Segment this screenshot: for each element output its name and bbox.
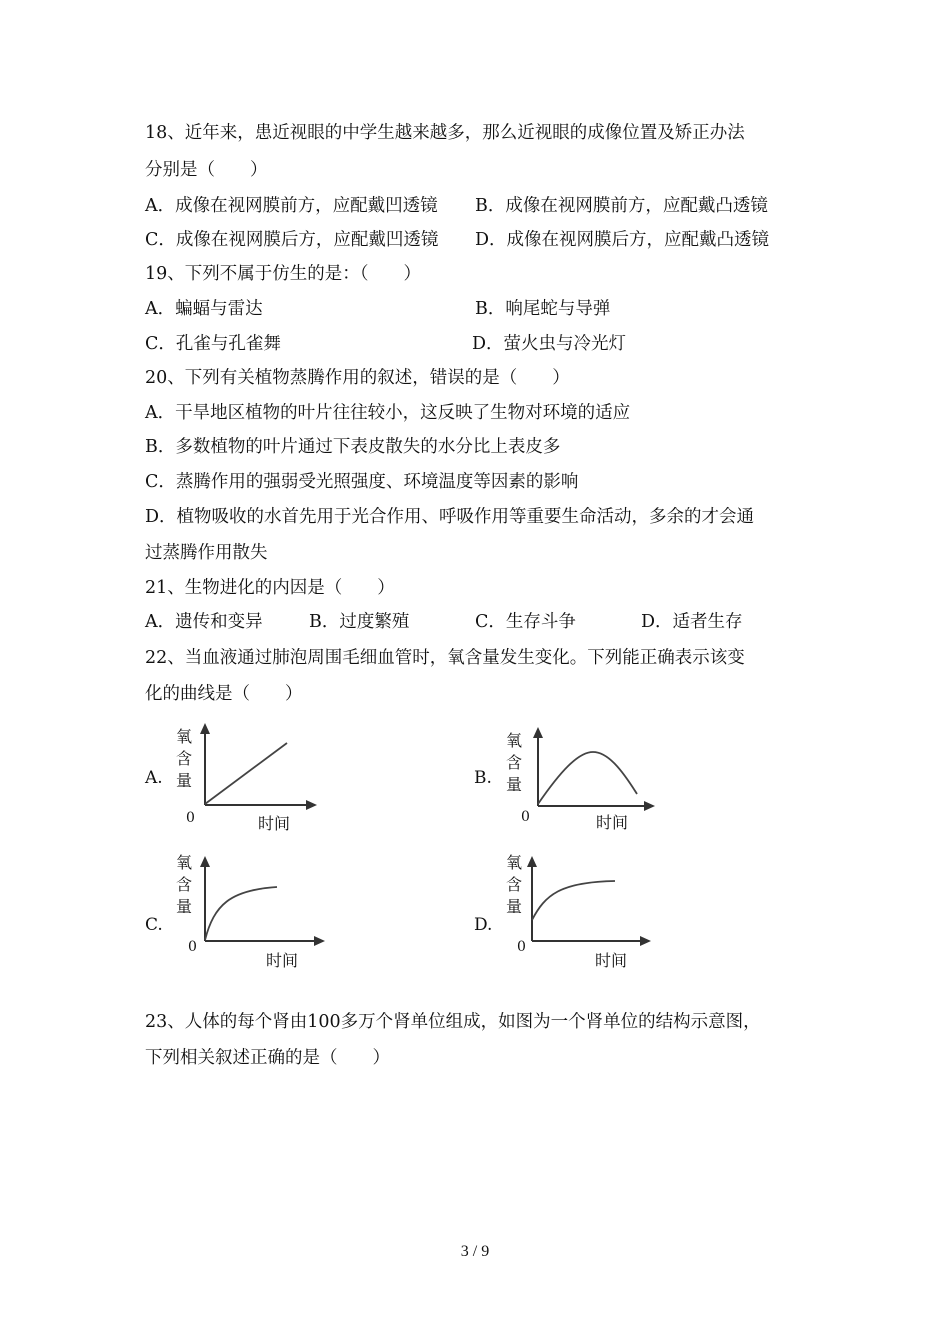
q21-option-a: A．遗传和变异 bbox=[145, 612, 263, 632]
graph-a-ylabel-2: 含 bbox=[176, 749, 193, 768]
graph-a-ylabel-1: 氧 bbox=[176, 727, 193, 746]
graph-b-ylabel-1: 氧 bbox=[506, 731, 523, 750]
q19-stem: 19、下列不属于仿生的是：（ ） bbox=[145, 264, 422, 284]
q20-option-a: A．干旱地区植物的叶片往往较小，这反映了生物对环境的适应 bbox=[145, 403, 631, 423]
graph-c-xlabel: 时间 bbox=[266, 951, 299, 970]
graph-b-xlabel: 时间 bbox=[596, 813, 629, 832]
graph-b-ylabel-2: 含 bbox=[506, 753, 523, 772]
graph-d-ylabel-1: 氧 bbox=[506, 853, 523, 872]
graph-c-ylabel-3: 量 bbox=[176, 897, 193, 916]
page-number: 3 / 9 bbox=[460, 1243, 490, 1260]
graph-c-origin: 0 bbox=[188, 939, 197, 955]
graph-a-xlabel: 时间 bbox=[258, 814, 291, 833]
graph-c-label: C. bbox=[145, 915, 163, 935]
graph-a-ylabel-3: 量 bbox=[176, 771, 193, 790]
q20-stem: 20、下列有关植物蒸腾作用的叙述，错误的是（ ） bbox=[145, 368, 570, 388]
graph-b bbox=[500, 722, 665, 840]
graph-d-curve bbox=[532, 881, 615, 920]
graph-a-origin: 0 bbox=[186, 810, 195, 826]
graph-c bbox=[170, 850, 335, 974]
q18-option-c: C．成像在视网膜后方，应配戴凹透镜 bbox=[145, 230, 439, 250]
graph-d-ylabel-3: 量 bbox=[506, 897, 523, 916]
graph-d bbox=[500, 850, 665, 974]
graph-a-curve bbox=[205, 743, 287, 804]
q22-stem-line2: 化的曲线是（ ） bbox=[145, 684, 303, 704]
q20-option-b: B．多数植物的叶片通过下表皮散失的水分比上表皮多 bbox=[145, 437, 561, 457]
q18-option-a: A．成像在视网膜前方，应配戴凹透镜 bbox=[145, 196, 438, 216]
graph-b-ylabel-3: 量 bbox=[506, 775, 523, 794]
graph-d-label: D. bbox=[474, 915, 493, 935]
q21-option-b: B．过度繁殖 bbox=[309, 612, 410, 632]
graph-b-label: B. bbox=[474, 768, 492, 788]
q22-stem-line1: 22、当血液通过肺泡周围毛细血管时，氧含量发生变化。下列能正确表示该变 bbox=[145, 648, 745, 668]
graph-c-curve bbox=[205, 887, 277, 940]
graph-d-origin: 0 bbox=[517, 939, 526, 955]
q21-option-c: C．生存斗争 bbox=[475, 612, 576, 632]
q21-option-d: D．适者生存 bbox=[641, 612, 743, 632]
graph-b-curve bbox=[538, 752, 637, 804]
q18-stem-line1: 18、近年来，患近视眼的中学生越来越多，那么近视眼的成像位置及矫正办法 bbox=[145, 123, 745, 143]
q18-option-b: B．成像在视网膜前方，应配戴凸透镜 bbox=[475, 196, 768, 216]
graph-b-origin: 0 bbox=[521, 809, 530, 825]
q18-stem-line2: 分别是（ ） bbox=[145, 160, 268, 180]
graph-a bbox=[170, 720, 330, 840]
graph-a-label: A. bbox=[145, 768, 163, 788]
q18-option-d: D．成像在视网膜后方，应配戴凸透镜 bbox=[475, 230, 770, 250]
q20-option-d-line1: D．植物吸收的水首先用于光合作用、呼吸作用等重要生命活动，多余的才会通 bbox=[145, 507, 755, 527]
q19-option-b: B．响尾蛇与导弹 bbox=[475, 299, 611, 319]
graph-c-ylabel-2: 含 bbox=[176, 875, 193, 894]
graph-d-ylabel-2: 含 bbox=[506, 875, 523, 894]
graph-d-xlabel: 时间 bbox=[595, 951, 628, 970]
q19-option-a: A．蝙蝠与雷达 bbox=[145, 299, 263, 319]
graph-c-ylabel-1: 氧 bbox=[176, 853, 193, 872]
q20-option-c: C．蒸腾作用的强弱受光照强度、环境温度等因素的影响 bbox=[145, 472, 579, 492]
q23-stem-line2: 下列相关叙述正确的是（ ） bbox=[145, 1048, 390, 1068]
q23-stem-line1: 23、人体的每个肾由100多万个肾单位组成，如图为一个肾单位的结构示意图， bbox=[145, 1012, 761, 1032]
q21-stem: 21、生物进化的内因是（ ） bbox=[145, 578, 395, 598]
q20-option-d-line2: 过蒸腾作用散失 bbox=[145, 543, 268, 563]
q19-option-c: C．孔雀与孔雀舞 bbox=[145, 334, 281, 354]
q19-option-d: D．萤火虫与冷光灯 bbox=[472, 334, 627, 354]
